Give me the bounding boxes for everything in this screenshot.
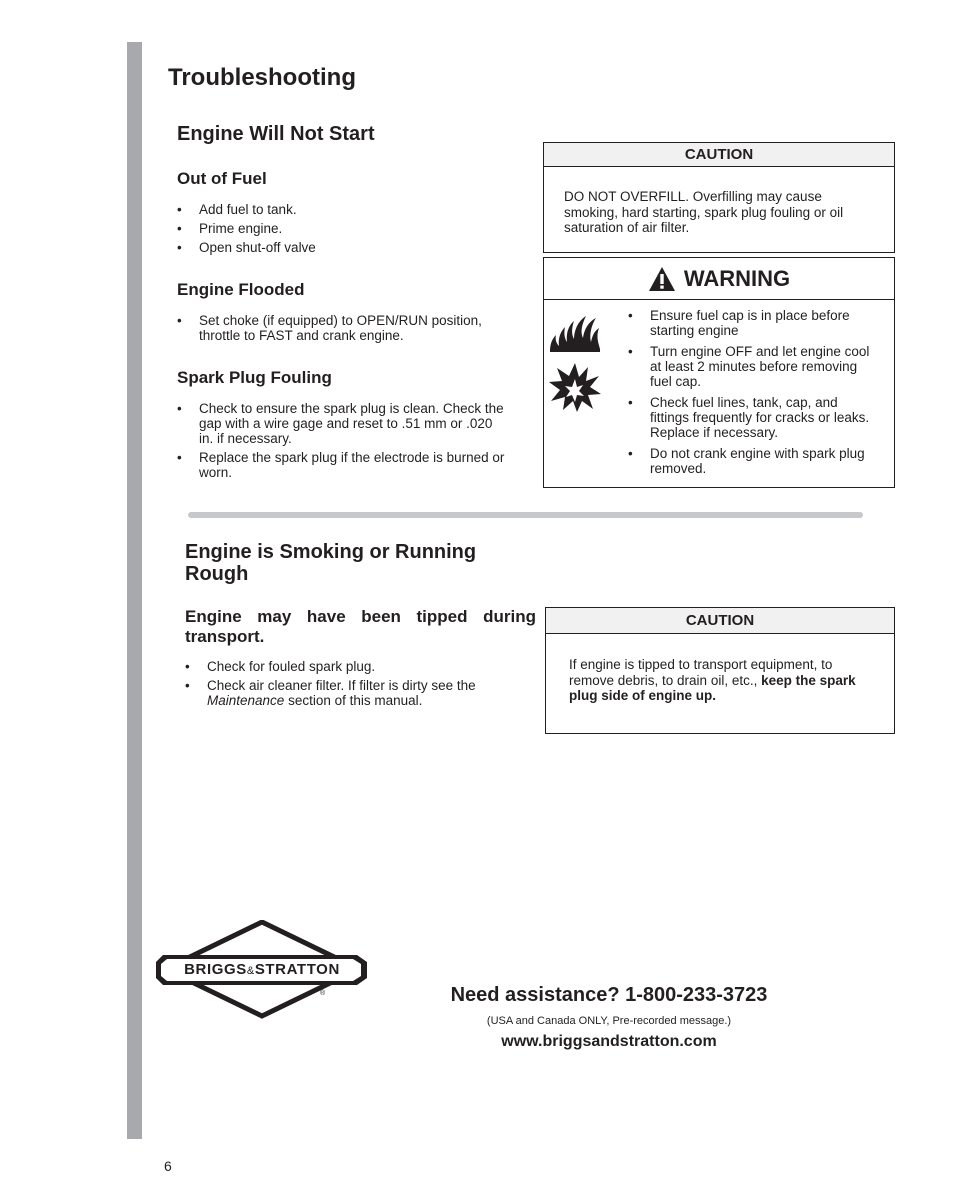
caution-text <box>546 634 894 704</box>
list-item: • Prime engine. <box>177 221 507 236</box>
list-item: • Set choke (if equipped) to OPEN/RUN position, throttle to FAST and crank engine. <box>177 313 507 343</box>
maintenance-reference: Maintenance <box>207 693 285 708</box>
page-title: Troubleshooting <box>168 64 356 91</box>
list-item: • Add fuel to tank. <box>177 202 507 217</box>
list-item: • Do not crank engine with spark plug removed. <box>628 446 880 476</box>
subheading-engine-flooded: Engine Flooded <box>177 280 305 299</box>
page-number: 6 <box>164 1158 172 1174</box>
warning-title: WARNING <box>683 265 791 291</box>
warning-box <box>543 257 895 488</box>
section-heading-engine-will-not-start: Engine Will Not Start <box>177 123 375 145</box>
list-item: • Check fuel lines, tank, cap, and fittings frequently for cracks or leaks. Replace if necessary. <box>628 395 880 440</box>
list-item-text: Check air cleaner filter. If filter is dirty see the <box>207 678 476 693</box>
warning-triangle-icon <box>648 266 676 292</box>
caution-text-bold: keep the spark plug side of engine up. <box>569 672 856 703</box>
logo-text-briggs: BRIGGS <box>184 961 247 978</box>
explosion-icon <box>548 361 602 413</box>
caution-title: CAUTION <box>544 143 894 167</box>
list-item: • Turn engine OFF and let engine cool at least 2 minutes before removing fuel cap. <box>628 344 880 389</box>
logo-wordmark <box>165 959 359 981</box>
warning-list <box>628 308 880 480</box>
list-item <box>185 678 505 708</box>
caution-box-tipped <box>545 607 895 734</box>
section-divider <box>188 512 863 518</box>
registered-mark: ® <box>320 990 326 997</box>
subheading-out-of-fuel: Out of Fuel <box>177 169 267 188</box>
out-of-fuel-list <box>177 202 507 259</box>
website-link[interactable]: www.briggsandstratton.com <box>501 1033 717 1050</box>
list-item: • Replace the spark plug if the electrode is burned or worn. <box>177 450 507 480</box>
fire-icon <box>548 312 602 354</box>
caution-box-overfill <box>543 142 895 253</box>
section-heading-engine-smoking: Engine is Smoking or Running Rough <box>185 541 477 585</box>
list-item: • Open shut-off valve <box>177 240 507 255</box>
subheading-spark-plug-fouling: Spark Plug Fouling <box>177 368 332 387</box>
list-item: • Check to ensure the spark plug is clean. Check the gap with a wire gage and reset to .51 mm or .020 in. if necessary. <box>177 401 507 446</box>
spark-plug-fouling-list <box>177 401 507 484</box>
warning-header <box>544 258 894 300</box>
list-item: • Ensure fuel cap is in place before starting engine <box>628 308 880 338</box>
engine-flooded-list <box>177 313 507 347</box>
assistance-phone: Need assistance? 1-800-233-3723 <box>450 984 768 1006</box>
assistance-note: (USA and Canada ONLY, Pre-recorded message.) <box>486 1015 732 1027</box>
list-item: • Check for fouled spark plug. <box>185 659 505 674</box>
sidebar-bar <box>127 42 142 1139</box>
engine-smoking-list <box>185 659 505 712</box>
briggs-stratton-logo <box>155 920 370 1020</box>
logo-text-ampersand: & <box>246 965 255 977</box>
list-item-text: section of this manual. <box>284 693 423 708</box>
caution-text: DO NOT OVERFILL. Overfilling may cause smoking, hard starting, spark plug fouling or oil saturation of air filter. <box>564 189 844 235</box>
logo-text-stratton: STRATTON <box>254 961 340 978</box>
caution-title: CAUTION <box>546 608 894 634</box>
subheading-engine-tipped: Engine may have been tipped during transport. <box>185 607 536 646</box>
caution-text-plain: If engine is tipped to transport equipment, to remove debris, to drain oil, etc., <box>569 657 833 688</box>
